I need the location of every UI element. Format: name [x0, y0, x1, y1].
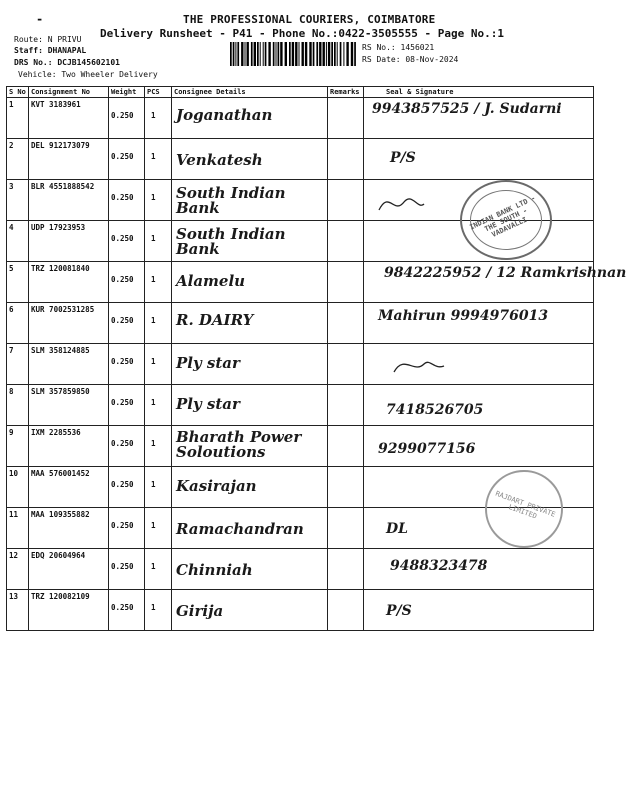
barcode-bar: [334, 42, 336, 66]
barcode-bar: [316, 42, 318, 66]
barcode-bar: [257, 42, 259, 66]
pcs-value: 1: [151, 521, 156, 530]
cell-pcs: [145, 549, 172, 590]
cell-sno: [7, 590, 29, 631]
row-sno: 7: [9, 346, 14, 355]
cell-pcs: [145, 344, 172, 385]
cell-consignment: [29, 98, 109, 139]
cell-consignee: [172, 98, 328, 139]
signature-text: 9299077156: [378, 441, 476, 457]
consignment-number: BLR 4551888542: [31, 182, 95, 191]
cell-weight: [109, 139, 145, 180]
pcs-value: 1: [151, 603, 156, 612]
pcs-value: 1: [151, 398, 156, 407]
staff-label: Staff: DHANAPAL: [14, 46, 87, 55]
pcs-value: 1: [151, 562, 156, 571]
table-row: [7, 262, 594, 303]
cell-remarks: [328, 221, 364, 262]
cell-pcs: [145, 262, 172, 303]
table-row: [7, 385, 594, 426]
signature-text: 9488323478: [390, 558, 488, 574]
cell-consignee: [172, 221, 328, 262]
pcs-value: 1: [151, 357, 156, 366]
cell-consignee: [172, 303, 328, 344]
vehicle-label: Vehicle: Two Wheeler Delivery: [18, 70, 158, 79]
barcode-bar: [340, 42, 342, 66]
cell-consignee: [172, 590, 328, 631]
row-sno: 9: [9, 428, 14, 437]
barcode-bar: [251, 42, 253, 66]
cell-remarks: [328, 467, 364, 508]
rs-date: RS Date: 08-Nov-2024: [362, 55, 459, 64]
consignee-name: South Indian Bank: [176, 184, 286, 217]
cell-remarks: [328, 180, 364, 221]
cell-sno: [7, 180, 29, 221]
cell-consignee: [172, 426, 328, 467]
barcode-bar: [235, 42, 236, 66]
cell-consignment: [29, 344, 109, 385]
cell-sno: [7, 467, 29, 508]
consignee-name: Chinniah: [176, 561, 253, 579]
barcode-bar: [309, 42, 311, 66]
consignee-name: South Indian Bank: [176, 225, 286, 258]
barcode-bar: [313, 42, 315, 66]
col-header-pcs: PCS: [145, 87, 172, 98]
barcode-bar: [285, 42, 287, 66]
cell-consignment: [29, 549, 109, 590]
cell-weight: [109, 98, 145, 139]
barcode-bar: [354, 42, 356, 66]
row-sno: 12: [9, 551, 19, 560]
consignee-name: Joganathan: [176, 106, 273, 124]
col-header-weight: Weight: [109, 87, 145, 98]
cell-pcs: [145, 385, 172, 426]
cell-remarks: [328, 426, 364, 467]
cell-remarks: [328, 262, 364, 303]
pcs-value: 1: [151, 111, 156, 120]
cell-signature: [364, 262, 626, 303]
cell-consignment: [29, 139, 109, 180]
barcode-bar: [237, 42, 239, 66]
barcode-bar: [302, 42, 304, 66]
cell-consignee: [172, 549, 328, 590]
pcs-value: 1: [151, 234, 156, 243]
cell-sno: [7, 262, 29, 303]
cell-remarks: [328, 385, 364, 426]
pcs-value: 1: [151, 152, 156, 161]
row-sno: 1: [9, 100, 14, 109]
cell-consignee: [172, 139, 328, 180]
consignment-number: MAA 109355882: [31, 510, 90, 519]
barcode-bar: [245, 42, 246, 66]
barcode-bar: [280, 42, 282, 66]
barcode-bar: [289, 42, 291, 66]
barcode-bar: [319, 42, 321, 66]
company-stamp: [485, 470, 563, 548]
cell-consignee: [172, 385, 328, 426]
consignment-number: EDQ 20604964: [31, 551, 86, 560]
cell-weight: [109, 549, 145, 590]
cell-consignment: [29, 221, 109, 262]
runsheet-table: [6, 86, 626, 631]
barcode-bar: [351, 42, 353, 66]
corner-mark: -: [36, 12, 44, 26]
cell-remarks: [328, 303, 364, 344]
barcode-bar: [260, 42, 261, 66]
cell-sno: [7, 98, 29, 139]
cell-signature: [364, 426, 594, 467]
cell-consignment: [29, 303, 109, 344]
bank-stamp-text: INDIAN BANK LTD - THE SOUTH - VADAVALLI: [468, 193, 537, 239]
consignment-number: TRZ 120082109: [31, 592, 90, 601]
consignment-number: IXM 2285536: [31, 428, 81, 437]
row-sno: 10: [9, 469, 19, 478]
weight-value: 0.250: [111, 562, 134, 571]
barcode-bar: [305, 42, 307, 66]
cell-weight: [109, 180, 145, 221]
weight-value: 0.250: [111, 234, 134, 243]
cell-sno: [7, 426, 29, 467]
cell-remarks: [328, 590, 364, 631]
cell-remarks: [328, 549, 364, 590]
cell-remarks: [328, 98, 364, 139]
table-row: [7, 303, 594, 344]
barcode-bar: [265, 42, 267, 66]
cell-sno: [7, 344, 29, 385]
barcode-bar: [328, 42, 330, 66]
table-row: [7, 549, 594, 590]
company-title: THE PROFESSIONAL COURIERS, COIMBATORE: [183, 13, 436, 26]
rs-number: RS No.: 1456021: [362, 43, 435, 52]
cell-signature: [364, 303, 594, 344]
signature-text: 9842225952 / 12 Ramkrishnan: [384, 265, 626, 281]
signature-text: 7418526705: [386, 402, 484, 418]
barcode-bar: [230, 42, 232, 66]
cell-consignee: [172, 180, 328, 221]
cell-consignment: [29, 180, 109, 221]
table-row: [7, 98, 594, 139]
consignee-name: R. DAIRY: [176, 311, 254, 329]
pcs-value: 1: [151, 316, 156, 325]
weight-value: 0.250: [111, 316, 134, 325]
signature-text: Mahirun 9994976013: [378, 308, 549, 324]
cell-signature: [364, 139, 594, 180]
cell-weight: [109, 303, 145, 344]
consignment-number: KVT 3183961: [31, 100, 81, 109]
consignment-number: SLM 358124885: [31, 346, 90, 355]
signature-text: P/S: [386, 603, 412, 619]
cell-consignee: [172, 262, 328, 303]
row-sno: 8: [9, 387, 14, 396]
signature-text: DL: [386, 521, 408, 537]
cell-pcs: [145, 590, 172, 631]
cell-signature: [364, 385, 594, 426]
weight-value: 0.250: [111, 603, 134, 612]
cell-signature: [364, 549, 594, 590]
consignment-number: DEL 912173079: [31, 141, 90, 150]
weight-value: 0.250: [111, 521, 134, 530]
consignment-number: SLM 357859850: [31, 387, 90, 396]
company-stamp-text: RAJDART PRIVATE LIMITED: [494, 489, 557, 521]
barcode-bar: [247, 42, 249, 66]
cell-consignee: [172, 508, 328, 549]
table-row: [7, 139, 594, 180]
cell-consignee: [172, 467, 328, 508]
cell-sno: [7, 508, 29, 549]
consignee-name: Kasirajan: [176, 477, 257, 495]
cell-pcs: [145, 98, 172, 139]
cell-consignment: [29, 467, 109, 508]
cell-pcs: [145, 467, 172, 508]
table-body: [7, 98, 626, 631]
weight-value: 0.250: [111, 193, 134, 202]
route-label: Route: N PRIVU: [14, 35, 82, 44]
cell-pcs: [145, 221, 172, 262]
weight-value: 0.250: [111, 480, 134, 489]
consignee-name: Ply star: [176, 354, 240, 372]
cell-weight: [109, 508, 145, 549]
barcode-bar: [326, 42, 327, 66]
cell-consignment: [29, 590, 109, 631]
barcode-bar: [276, 42, 277, 66]
barcode-bar: [278, 42, 280, 66]
pcs-value: 1: [151, 275, 156, 284]
table-header-row: [7, 87, 594, 98]
cell-sno: [7, 139, 29, 180]
cell-weight: [109, 221, 145, 262]
barcode-bar: [323, 42, 325, 66]
row-sno: 13: [9, 592, 19, 601]
cell-signature: [364, 344, 594, 385]
cell-consignment: [29, 426, 109, 467]
cell-sno: [7, 385, 29, 426]
barcode-bar: [337, 42, 338, 66]
consignee-name: Alamelu: [176, 272, 246, 290]
barcode-bar: [268, 42, 270, 66]
consignment-number: MAA 576001452: [31, 469, 90, 478]
cell-consignment: [29, 508, 109, 549]
row-sno: 2: [9, 141, 14, 150]
barcode-bar: [295, 42, 297, 66]
row-sno: 6: [9, 305, 14, 314]
cell-remarks: [328, 508, 364, 549]
cell-signature: [364, 98, 594, 139]
drs-number: DRS No.: DCJB145602101: [14, 58, 120, 67]
cell-weight: [109, 385, 145, 426]
cell-pcs: [145, 508, 172, 549]
runsheet-title: Delivery Runsheet - P41 - Phone No.:0422-3505555 - Page No.:1: [100, 27, 504, 40]
table-row: [7, 426, 594, 467]
weight-value: 0.250: [111, 275, 134, 284]
weight-value: 0.250: [111, 439, 134, 448]
col-header-remarks: Remarks: [328, 87, 364, 98]
cell-weight: [109, 426, 145, 467]
barcode-bar: [331, 42, 333, 66]
consignment-number: KUR 7002531285: [31, 305, 95, 314]
barcode-bar: [263, 42, 264, 66]
cell-consignment: [29, 262, 109, 303]
cell-sno: [7, 303, 29, 344]
cell-pcs: [145, 139, 172, 180]
table-row: [7, 590, 594, 631]
barcode-bar: [233, 42, 235, 66]
col-header-consignee: Consignee Details: [172, 87, 328, 98]
barcode: [230, 42, 358, 66]
consignee-name: Bharath Power Soloutions: [176, 428, 302, 461]
barcode-bar: [273, 42, 275, 66]
row-sno: 11: [9, 510, 19, 519]
signature-scribble: [374, 344, 494, 384]
consignee-name: Girija: [176, 602, 224, 620]
consignee-name: Ply star: [176, 395, 240, 413]
col-header-consignment: Consignment No: [29, 87, 109, 98]
weight-value: 0.250: [111, 357, 134, 366]
row-sno: 4: [9, 223, 14, 232]
cell-weight: [109, 262, 145, 303]
weight-value: 0.250: [111, 152, 134, 161]
cell-weight: [109, 590, 145, 631]
bank-stamp: [460, 180, 552, 260]
signature-text: 9943857525 / J. Sudarni: [372, 101, 562, 117]
col-header-sno: S No: [7, 87, 29, 98]
consignee-name: Venkatesh: [176, 151, 263, 169]
cell-remarks: [328, 344, 364, 385]
barcode-bar: [241, 42, 243, 66]
pcs-value: 1: [151, 193, 156, 202]
consignment-number: UDP 17923953: [31, 223, 86, 232]
cell-weight: [109, 467, 145, 508]
pcs-value: 1: [151, 480, 156, 489]
cell-pcs: [145, 180, 172, 221]
cell-consignment: [29, 385, 109, 426]
table-row: [7, 344, 594, 385]
cell-consignee: [172, 344, 328, 385]
barcode-bar: [343, 42, 344, 66]
row-sno: 5: [9, 264, 14, 273]
cell-pcs: [145, 303, 172, 344]
barcode-bar: [299, 42, 300, 66]
consignee-name: Ramachandran: [176, 520, 304, 538]
consignment-number: TRZ 120081840: [31, 264, 90, 273]
cell-sno: [7, 549, 29, 590]
barcode-bar: [346, 42, 348, 66]
cell-remarks: [328, 139, 364, 180]
row-sno: 3: [9, 182, 14, 191]
barcode-bar: [254, 42, 256, 66]
cell-sno: [7, 221, 29, 262]
weight-value: 0.250: [111, 111, 134, 120]
barcode-bar: [292, 42, 294, 66]
pcs-value: 1: [151, 439, 156, 448]
signature-text: P/S: [390, 150, 416, 166]
weight-value: 0.250: [111, 398, 134, 407]
cell-weight: [109, 344, 145, 385]
cell-pcs: [145, 426, 172, 467]
cell-signature: [364, 590, 594, 631]
col-header-signature: Seal & Signature: [364, 87, 594, 98]
